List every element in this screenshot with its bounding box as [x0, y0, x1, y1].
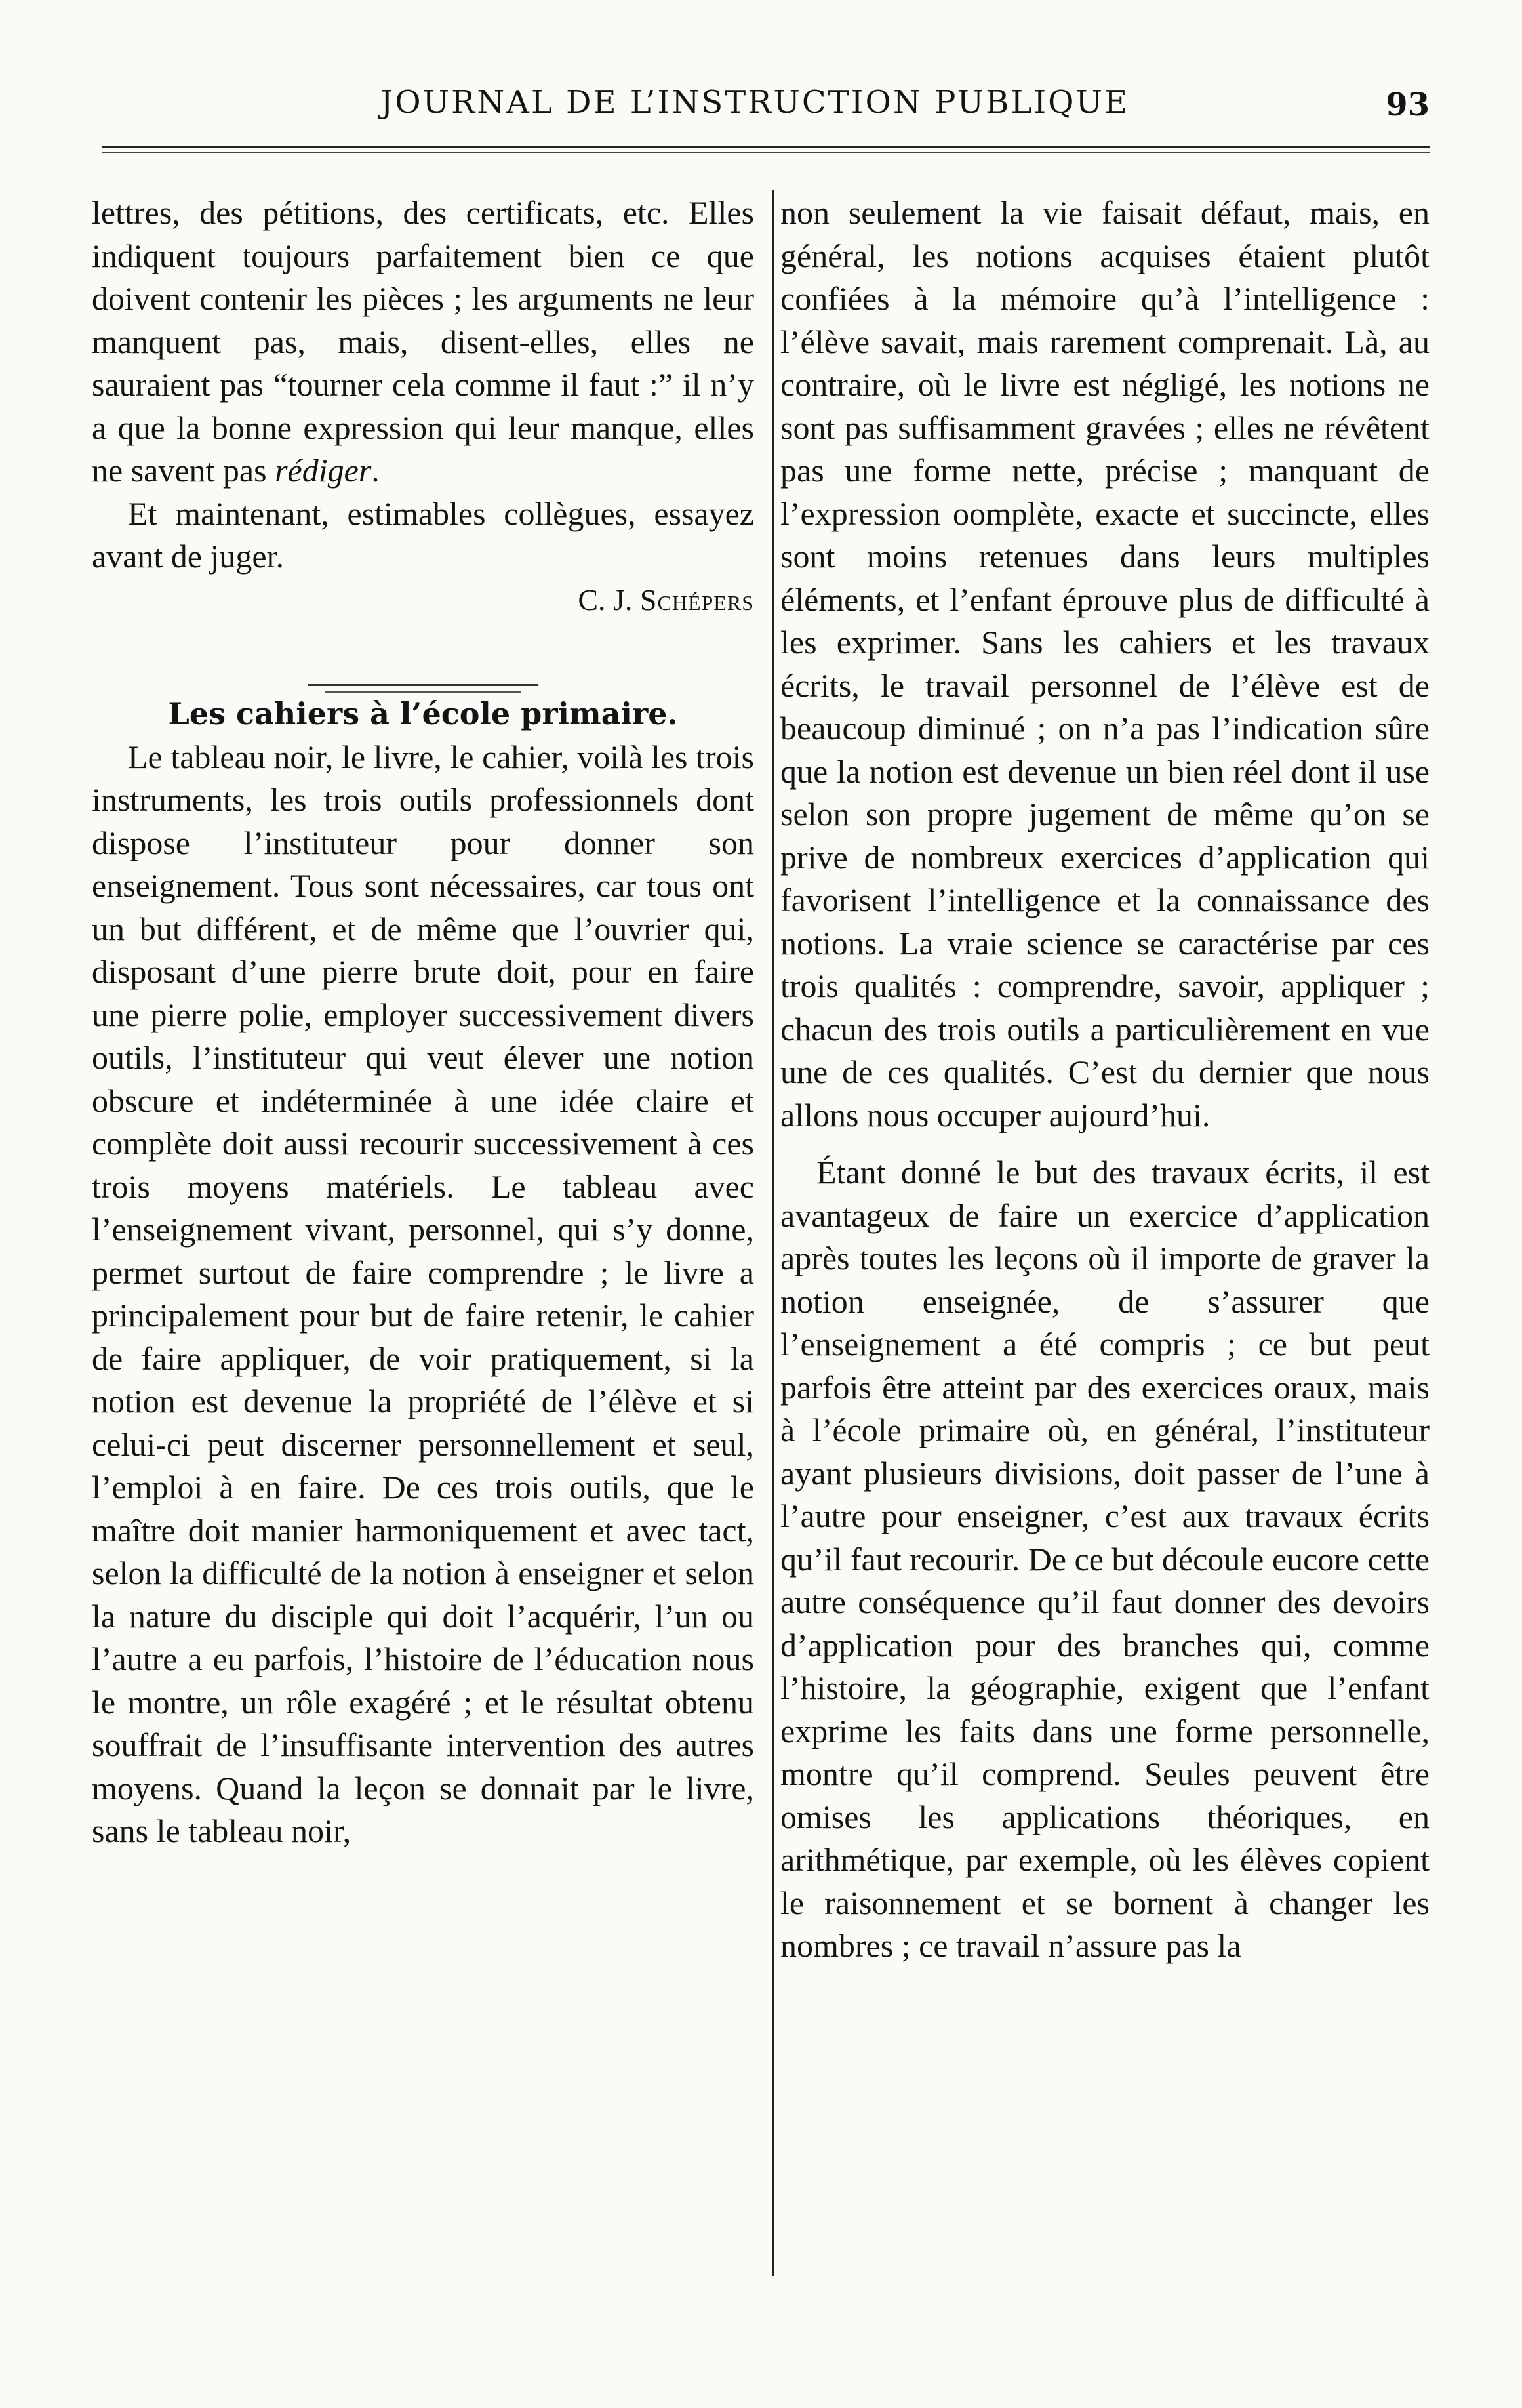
closing-period: . [371, 452, 380, 489]
left-column [92, 192, 754, 1853]
signature-initials: C. J. [578, 582, 633, 617]
article-paragraph-2: non seulement la vie faisait défaut, mais, en général, les notions acquises étaient plutôt confiées à la mémoire qu’à l’intelligence : l’élève savait, mais rarement comprenait. Là, au contraire, où le livre est négligé, les notions ne sont pas suffisamment gravées ; elles ne révêtent pas une forme nette, précise ; manquant de l’expression oomplète, exacte et succincte, elles sont moins retenues dans leurs multiples éléments, et l’enfant éprouve plus de difficulté à les exprimer. Sans les cahiers et les travaux écrits, le travail personnel de l’élève est de beaucoup diminué ; on n’a pas l’indication sûre que la notion est devenue un bien réel dont il use selon son propre jugement de même qu’on se prive de nombreux exercices d’application qui favorisent l’intelligence et la connaissance des notions. La vraie science se caractérise par ces trois qualités : comprendre, savoir, appliquer ; chacun des trois outils a particulièrement en vue une de ces qualités. C’est du dernier que nous allons nous occuper aujourd’hui. [780, 194, 1430, 1133]
header-rule [102, 146, 1430, 148]
closing-text: lettres, des pétitions, des certificats, etc. Elles indiquent toujours parfaitement bien ce que doivent contenir les pièces ; les arguments ne leur manquent pas, mais, disent-elles, elles ne sauraient pas “tourner cela comme il faut :” il n’y a que la bonne expression qui leur manque, elles ne savent pas [92, 194, 754, 489]
separator-line [308, 684, 538, 686]
column-divider [772, 190, 774, 2276]
right-column [780, 192, 1430, 1968]
signature-name: Schépers [639, 582, 754, 617]
paragraph-gap [780, 1137, 1430, 1151]
running-title: JOURNAL DE L’INSTRUCTION PUBLIQUE [380, 84, 1130, 121]
section-separator [308, 684, 538, 693]
article-title: Les cahiers à l’école primaire. [168, 696, 678, 731]
page-number: 93 [1386, 87, 1430, 123]
exhortation-paragraph: Et maintenant, estimables collègues, essayez avant de juger. [92, 495, 754, 575]
closing-italic-word: rédiger [275, 452, 372, 489]
article-paragraph-3: Étant donné le but des travaux écrits, il est avantageux de faire un exercice d’application après toutes les leçons où il importe de graver la notion enseignée, de s’assurer que l’enseignement a été compris ; ce but peut parfois être atteint par des exercices oraux, mais à l’école primaire où, en général, l’instituteur ayant plusieurs divisions, doit passer de l’une à l’autre pour enseigner, c’est aux travaux écrits qu’il faut recourir. De ce but découle eucore cette autre conséquence qu’il faut donner des devoirs d’application pour des branches qui, comme l’histoire, la géographie, exigent que l’enfant exprime les faits dans une forme personnelle, montre qu’il comprend. Seules peuvent être omises les applications théoriques, en arithmétique, par exemple, où les élèves copient le raisonnement et se bornent à changer les nombres ; ce travail n’assure pas la [780, 1154, 1430, 1964]
page-header [98, 84, 1430, 130]
author-signature [92, 579, 754, 622]
article-paragraph-1: Le tableau noir, le livre, le cahier, voilà les trois instruments, les trois outils professionnels dont dispose l’instituteur pour donner son enseignement. Tous sont nécessaires, car tous ont un but différent, et de même que l’ouvrier qui, disposant d’une pierre brute doit, pour en faire une pierre polie, employer successivement divers outils, l’instituteur qui veut élever une notion obscure et indéterminée à une idée claire et complète doit aussi recourir successivement à ces trois moyens matériels. Le tableau avec l’enseignement vivant, personnel, qui s’y donne, permet surtout de faire comprendre ; le livre a principalement pour but de faire retenir, le cahier de faire appliquer, de voir pratiquement, si la notion est devenue la propriété de l’élève et si celui-ci peut discerner personnellement et seul, l’emploi à en faire. De ces trois outils, que le maître doit manier harmoniquement et avec tact, selon la difficulté de la notion à enseigner et selon la nature du disciple qui doit l’acquérir, l’un ou l’autre a eu parfois, l’histoire de l’éducation nous le montre, un rôle exagéré ; et le résultat obtenu souffrait de l’insuffisante intervention des autres moyens. Quand la leçon se donnait par le livre, sans le tableau noir, [92, 738, 754, 1849]
header-rule-secondary [102, 152, 1430, 153]
letter-closing-paragraph [92, 192, 754, 493]
